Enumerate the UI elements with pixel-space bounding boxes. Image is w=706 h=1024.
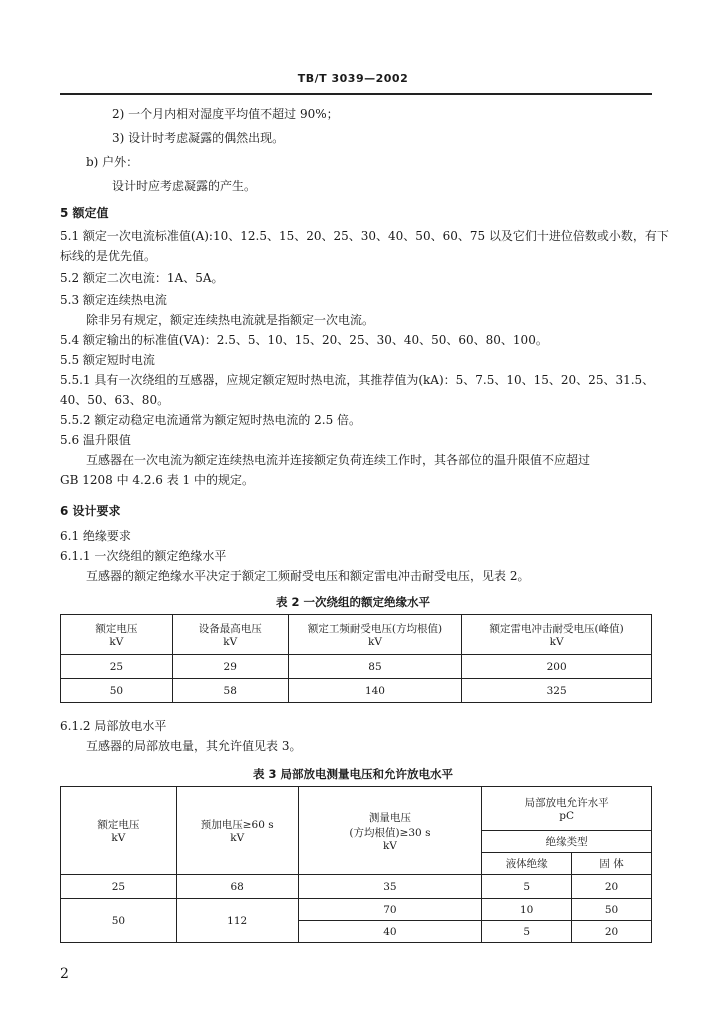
paragraph: GB 1208 中 4.2.6 表 1 中的规定。 bbox=[60, 473, 254, 487]
table-cell: 85 bbox=[288, 655, 462, 679]
table-cell: 5 bbox=[482, 921, 572, 943]
section-heading: 5 额定值 bbox=[60, 206, 109, 220]
subsection-heading: 6.1 绝缘要求 bbox=[60, 529, 131, 543]
table-header-cell: 额定工频耐受电压(方均根值) kV bbox=[288, 615, 462, 655]
table-cell: 29 bbox=[172, 655, 288, 679]
table-cell: 20 bbox=[572, 875, 652, 899]
paragraph: 互感器的额定绝缘水平决定于额定工频耐受电压和额定雷电冲击耐受电压，见表 2。 bbox=[86, 569, 530, 583]
paragraph: 5.4 额定输出的标准值(VA)：2.5、5、10、15、20、25、30、40、50、60、80、100。 bbox=[60, 333, 548, 347]
table-header-cell: 额定雷电冲击耐受电压(峰值) kV bbox=[462, 615, 652, 655]
paragraph: 除非另有规定，额定连续热电流就是指额定一次电流。 bbox=[86, 313, 375, 327]
table-cell: 325 bbox=[462, 679, 652, 703]
paragraph: 互感器在一次电流为额定连续热电流并连接额定负荷连续工作时，其各部位的温升限值不应超过 bbox=[86, 453, 591, 467]
table-caption: 表 2 一次绕组的额定绝缘水平 bbox=[275, 595, 430, 609]
table-cell: 40 bbox=[298, 921, 482, 943]
table-row bbox=[61, 679, 652, 703]
table-header-cell: 额定电压 kV bbox=[61, 787, 177, 875]
table-insulation-levels bbox=[60, 614, 652, 703]
table-cell: 58 bbox=[172, 679, 288, 703]
table-header-cell: 预加电压≥60 s kV bbox=[176, 787, 298, 875]
table-header-row bbox=[61, 615, 652, 655]
table-header-cell: 固 体 bbox=[572, 853, 652, 875]
paragraph: 互感器的局部放电量，其允许值见表 3。 bbox=[86, 739, 302, 753]
table-cell: 70 bbox=[298, 899, 482, 921]
list-item: 3) 设计时考虑凝露的偶然出现。 bbox=[112, 131, 285, 145]
table-cell: 25 bbox=[61, 655, 173, 679]
table-header-row bbox=[61, 787, 652, 831]
subsection-heading: 6.1.1 一次绕组的额定绝缘水平 bbox=[60, 549, 227, 563]
section-heading: 6 设计要求 bbox=[60, 504, 121, 518]
header-rule bbox=[60, 93, 652, 95]
subsection-heading: 5.5 额定短时电流 bbox=[60, 353, 155, 367]
table-cell: 200 bbox=[462, 655, 652, 679]
table-cell: 140 bbox=[288, 679, 462, 703]
paragraph: 5.2 额定二次电流：1A、5A。 bbox=[60, 271, 224, 285]
paragraph: 5.1 额定一次电流标准值(A):10、12.5、15、20、25、30、40、50、60、75 以及它们十进位倍数或小数，有下 bbox=[60, 229, 669, 243]
subsection-heading: 6.1.2 局部放电水平 bbox=[60, 719, 167, 733]
list-item: 2) 一个月内相对湿度平均值不超过 90%； bbox=[112, 107, 339, 121]
table-header-cell: 测量电压 (方均根值)≥30 s kV bbox=[298, 787, 482, 875]
running-header: TB/T 3039—2002 bbox=[297, 72, 409, 85]
table-row bbox=[61, 899, 652, 921]
list-item: b) 户外： bbox=[86, 155, 139, 169]
table-cell: 50 bbox=[61, 899, 177, 943]
table-header-cell: 绝缘类型 bbox=[482, 831, 652, 853]
paragraph: 40、50、63、80。 bbox=[60, 393, 170, 407]
table-partial-discharge bbox=[60, 786, 652, 943]
table-cell: 68 bbox=[176, 875, 298, 899]
table-cell: 20 bbox=[572, 921, 652, 943]
paragraph: 设计时应考虑凝露的产生。 bbox=[112, 179, 257, 193]
table-row bbox=[61, 875, 652, 899]
table-header-cell: 液体绝缘 bbox=[482, 853, 572, 875]
table-cell: 35 bbox=[298, 875, 482, 899]
subsection-heading: 5.6 温升限值 bbox=[60, 433, 131, 447]
table-cell: 50 bbox=[61, 679, 173, 703]
table-cell: 10 bbox=[482, 899, 572, 921]
table-header-cell: 设备最高电压 kV bbox=[172, 615, 288, 655]
table-header-cell: 局部放电允许水平 pC bbox=[482, 787, 652, 831]
paragraph: 5.5.2 额定动稳定电流通常为额定短时热电流的 2.5 倍。 bbox=[60, 413, 362, 427]
table-row bbox=[61, 655, 652, 679]
table-cell: 25 bbox=[61, 875, 177, 899]
paragraph: 标线的是优先值。 bbox=[60, 249, 157, 263]
table-cell: 112 bbox=[176, 899, 298, 943]
table-header-cell: 额定电压 kV bbox=[61, 615, 173, 655]
table-cell: 50 bbox=[572, 899, 652, 921]
paragraph: 5.5.1 具有一次绕组的互感器，应规定额定短时热电流，其推荐值为(kA)：5、7.5、10、15、20、25、31.5、 bbox=[60, 373, 655, 387]
table-caption: 表 3 局部放电测量电压和允许放电水平 bbox=[252, 767, 453, 781]
subsection-heading: 5.3 额定连续热电流 bbox=[60, 293, 167, 307]
table-cell: 5 bbox=[482, 875, 572, 899]
page-number: 2 bbox=[60, 966, 69, 982]
